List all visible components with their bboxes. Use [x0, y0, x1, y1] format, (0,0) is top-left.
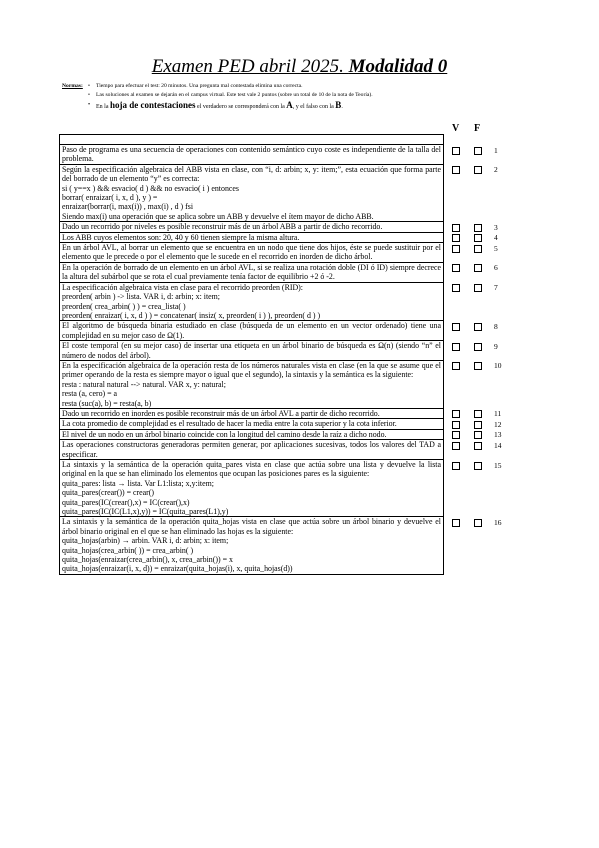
rule-item [88, 91, 373, 100]
question-number: 15 [494, 460, 502, 470]
questions-body [60, 135, 444, 575]
false-checkbox[interactable] [474, 410, 482, 418]
answer-options [0, 322, 599, 332]
column-f-header: F [474, 123, 481, 134]
question-number: 1 [494, 145, 498, 155]
answer-options [0, 420, 599, 430]
answer-options [0, 461, 599, 471]
false-checkbox[interactable] [474, 224, 482, 232]
question-text: Según la especificación algebraica del ABB vista en clase, con “i, d: arbin; x, y: item;”, esta ecuación que forma parte del borrado de un elemento “y” es correcta: si ( y==x ) && esvacio( d ) && no esvacio( i ) entonces borrar( enraizar( i, x, d ), y ) = enraizar(borrar(i, max(i)) , max(i) , d ) fsi Siendo max(i) una operación que se aplica sobre un ABB y devuelve el ítem mayor de dicho ABB. [60, 164, 444, 221]
question-text: Los ABB cuyos elementos son: 20, 40 y 60 tienen siempre la misma altura. [60, 232, 444, 242]
question-number: 7 [494, 283, 498, 293]
exam-title-main: Examen PED abril 2025. [151, 56, 349, 77]
exam-title-modality: Modalidad 0 [348, 56, 448, 77]
false-checkbox[interactable] [474, 234, 482, 242]
true-checkbox[interactable] [452, 442, 460, 450]
true-checkbox[interactable] [452, 343, 460, 351]
question-text: La cota promedio de complejidad es el resultado de hacer la media entre la cota superior y la cota inferior. [60, 419, 444, 429]
question-text: El nivel de un nodo en un árbol binario coincide con la longitud del camino desde la raíz a dicho nodo. [60, 429, 444, 439]
answer-options [0, 283, 599, 293]
question-number: 8 [494, 321, 498, 331]
bullet-icon: • [88, 83, 90, 89]
false-checkbox[interactable] [474, 284, 482, 292]
question-number: 4 [494, 233, 498, 243]
question-number: 11 [494, 409, 502, 419]
question-number: 16 [494, 517, 502, 527]
true-checkbox[interactable] [452, 421, 460, 429]
true-checkbox[interactable] [452, 166, 460, 174]
answer-options [0, 441, 599, 451]
answer-options [0, 244, 599, 254]
true-checkbox[interactable] [452, 234, 460, 242]
question-text: El algoritmo de búsqueda binaria estudiado en clase (búsqueda de un elemento en un vector ordenado) tiene una complejidad en su mejor caso de Ω(1). [60, 321, 444, 341]
bullet-icon: • [88, 92, 90, 98]
answer-options [0, 342, 599, 352]
false-checkbox[interactable] [474, 343, 482, 351]
rule-emphasis: hoja de contestaciones [110, 100, 196, 110]
question-number: 2 [494, 165, 498, 175]
question-text: En la especificación algebraica de la operación resta de los números naturales vista en clase (en la que se asume que el primer operando de la resta es siempre mayor o igual que el segundo), la sintaxis y la semántica es la siguiente: resta : natural natural --> natural. VAR x, y: natural; resta (a, cero) = a resta (suc(a), b) = resta(a, b) [60, 360, 444, 408]
true-checkbox[interactable] [452, 410, 460, 418]
false-checkbox[interactable] [474, 431, 482, 439]
false-checkbox[interactable] [474, 264, 482, 272]
false-checkbox[interactable] [474, 421, 482, 429]
rule-text: Tiempo para efectuar el test: 20 minutos. Una pregunta mal contestada elimina una correcta. [96, 83, 303, 89]
rule-text: En la [96, 104, 110, 110]
question-number: 10 [494, 361, 502, 371]
true-checkbox[interactable] [452, 462, 460, 470]
answer-options [0, 146, 599, 156]
rule-emphasis: B [335, 100, 342, 110]
false-checkbox[interactable] [474, 362, 482, 370]
true-checkbox[interactable] [452, 519, 460, 527]
true-checkbox[interactable] [452, 362, 460, 370]
answer-options [0, 518, 599, 528]
question-text: Paso de programa es una secuencia de operaciones con contenido semántico cuyo coste es independiente de la talla del problema. [60, 145, 444, 165]
header-row [60, 135, 444, 145]
rule-item [88, 82, 303, 91]
false-checkbox[interactable] [474, 519, 482, 527]
answer-options [0, 263, 599, 273]
false-checkbox[interactable] [474, 462, 482, 470]
question-text: El coste temporal (en su mejor caso) de insertar una etiqueta en un árbol binario de búsqueda es Ω(n) (siendo “n” el número de nodos del árbol). [60, 341, 444, 361]
question-text: La especificación algebraica vista en clase para el recorrido preorden (RID): preorden( arbin ) -> lista. VAR i, d: arbin; x: item; preorden( crea_arbin( ) ) = crea_lista( ) preorden( enraizar( i, x, d ) ) = concatenar( insiz( x, preorden( i ) ), preorden( d ) ) [60, 282, 444, 321]
question-text: La sintaxis y la semántica de la operación quita_pares vista en clase que actúa sobre una lista y devuelve la lista original en la que se han eliminado los elementos que ocupan las posiciones pares es la siguiente: quita_pares: lista → lista. Var L1:lista; x,y:item; quita_pares(crear()) = crear() quita_pares(IC(crear(),x) = IC(crear(),x) quita_pares(IC(IC(L1,x),y)) = IC(quita_pares(L1),y) [60, 460, 444, 517]
question-number: 9 [494, 341, 498, 351]
answer-options [0, 165, 599, 175]
rule-text: . [341, 104, 343, 110]
answer-options [0, 233, 599, 243]
question-text: En la operación de borrado de un elemento en un árbol AVL, si se realiza una rotación doble (DI ó ID) siempre decrece la altura del subárbol que se rota el cual previamente tenía factor de equilibrio +2 ó -2. [60, 262, 444, 282]
true-checkbox[interactable] [452, 323, 460, 331]
header-cell [60, 135, 444, 145]
answer-options [0, 409, 599, 419]
questions-table [59, 134, 444, 575]
true-checkbox[interactable] [452, 147, 460, 155]
question-number: 3 [494, 222, 498, 232]
column-v-header: V [452, 123, 460, 134]
rule-text: el verdadero se corresponderá con la [195, 104, 287, 110]
question-text: Las operaciones constructoras generadoras permiten generar, por aplicaciones sucesivas, todos los valores del TAD a especificar. [60, 440, 444, 460]
rule-item [88, 100, 343, 112]
question-text: Dado un recorrido por niveles es posible reconstruir más de un árbol ABB a partir de dicho recorrido. [60, 222, 444, 232]
rule-text: Las soluciones al examen se dejarán en el campus virtual. Este test vale 2 puntos (sobre un total de 10 de la nota de Teoría). [96, 92, 373, 98]
question-text: En un árbol AVL, al borrar un elemento que se encuentra en un nodo que tiene dos hijos, éste se puede sustituir por el elemento que le precede o por el elemento que le sucede en el recorrido en inorden de dicho árbol. [60, 243, 444, 263]
exam-title [0, 56, 599, 78]
true-checkbox[interactable] [452, 224, 460, 232]
question-number: 14 [494, 440, 502, 450]
false-checkbox[interactable] [474, 245, 482, 253]
rule-emphasis: A [286, 100, 293, 110]
question-number: 5 [494, 243, 498, 253]
question-text: Dado un recorrido en inorden es posible reconstruir más de un árbol AVL a partir de dicho recorrido. [60, 408, 444, 418]
bullet-icon: • [88, 102, 91, 108]
rule-text: , y el falso con la [292, 104, 336, 110]
answer-options [0, 361, 599, 371]
question-number: 12 [494, 419, 502, 429]
true-checkbox[interactable] [452, 431, 460, 439]
true-checkbox[interactable] [452, 245, 460, 253]
question-number: 6 [494, 263, 498, 273]
false-checkbox[interactable] [474, 442, 482, 450]
question-text: La sintaxis y la semántica de la operación quita_hojas vista en clase que actúa sobre un árbol binario y devuelve el árbol binario original en el que se han eliminado las hojas es la siguiente: quita_hojas(arbin) → arbin. VAR i, d: arbin; x: item; quita_hojas(crea_arbin( )) = crea_arbin( ) quita_hojas(enraizar(crea_arbin(), x, crea_arbin()) = x quita_hojas(enraizar(i, x, d)) = enraizar(quita_hojas(i), x, quita_hojas(d)) [60, 517, 444, 574]
false-checkbox[interactable] [474, 147, 482, 155]
false-checkbox[interactable] [474, 323, 482, 331]
question-number: 13 [494, 430, 502, 440]
rules-label: Normas: [62, 83, 83, 89]
false-checkbox[interactable] [474, 166, 482, 174]
true-checkbox[interactable] [452, 284, 460, 292]
answer-options [0, 223, 599, 233]
answer-options [0, 430, 599, 440]
true-checkbox[interactable] [452, 264, 460, 272]
